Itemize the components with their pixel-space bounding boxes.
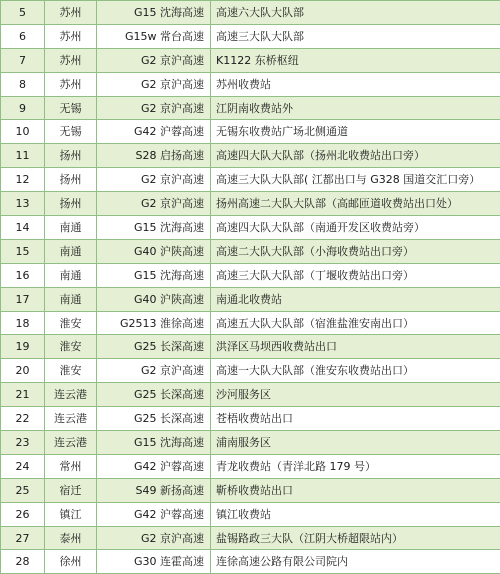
location-cell: 高速一大队大队部（淮安东收费站出口） — [211, 359, 500, 383]
location-cell: 无锡东收费站广场北侧通道 — [211, 120, 500, 144]
highway-cell: G40 沪陕高速 — [97, 239, 211, 263]
table-row — [1, 96, 500, 120]
table-row — [1, 407, 500, 431]
table-row — [1, 526, 500, 550]
location-cell: 高速二大队大队部（小海收费站出口旁） — [211, 239, 500, 263]
location-cell: 浦南服务区 — [211, 431, 500, 455]
city-cell: 淮安 — [45, 335, 97, 359]
row-number-cell: 19 — [1, 335, 45, 359]
table-row — [1, 431, 500, 455]
highway-cell: G15w 常台高速 — [97, 24, 211, 48]
location-cell: 扬州高速二大队大队部（高邮匝道收费站出口处） — [211, 192, 500, 216]
highway-cell: G42 沪蓉高速 — [97, 120, 211, 144]
city-cell: 连云港 — [45, 383, 97, 407]
row-number-cell: 21 — [1, 383, 45, 407]
row-number-cell: 13 — [1, 192, 45, 216]
highway-cell: G15 沈海高速 — [97, 216, 211, 240]
location-cell: 江阴南收费站外 — [211, 96, 500, 120]
table-row — [1, 478, 500, 502]
city-cell: 扬州 — [45, 168, 97, 192]
city-cell: 淮安 — [45, 311, 97, 335]
location-cell: 高速三大队大队部 — [211, 24, 500, 48]
table-row — [1, 263, 500, 287]
row-number-cell: 5 — [1, 1, 45, 25]
row-number-cell: 18 — [1, 311, 45, 335]
city-cell: 无锡 — [45, 96, 97, 120]
city-cell: 扬州 — [45, 144, 97, 168]
highway-cell: G25 长深高速 — [97, 407, 211, 431]
highway-cell: G2 京沪高速 — [97, 192, 211, 216]
highway-cell: G2 京沪高速 — [97, 359, 211, 383]
row-number-cell: 15 — [1, 239, 45, 263]
location-cell: 青龙收费站（青洋北路 179 号） — [211, 454, 500, 478]
highway-cell: G2 京沪高速 — [97, 48, 211, 72]
highway-cell: G30 连霍高速 — [97, 550, 211, 574]
highway-cell: G42 沪蓉高速 — [97, 502, 211, 526]
highway-cell: S28 启扬高速 — [97, 144, 211, 168]
location-cell: 高速三大队大队部( 江都出口与 G328 国道交汇口旁） — [211, 168, 500, 192]
city-cell: 苏州 — [45, 24, 97, 48]
city-cell: 南通 — [45, 287, 97, 311]
highway-cell: G25 长深高速 — [97, 383, 211, 407]
location-cell: 高速六大队大队部 — [211, 1, 500, 25]
table-row — [1, 335, 500, 359]
row-number-cell: 10 — [1, 120, 45, 144]
table-row — [1, 359, 500, 383]
row-number-cell: 22 — [1, 407, 45, 431]
location-cell: 沙河服务区 — [211, 383, 500, 407]
table-row — [1, 550, 500, 574]
table-row — [1, 1, 500, 25]
table-row — [1, 48, 500, 72]
table-row — [1, 239, 500, 263]
row-number-cell: 27 — [1, 526, 45, 550]
highway-cell: G15 沈海高速 — [97, 1, 211, 25]
table-body — [1, 1, 500, 574]
table-row — [1, 502, 500, 526]
row-number-cell: 28 — [1, 550, 45, 574]
table-row — [1, 120, 500, 144]
city-cell: 宿迁 — [45, 478, 97, 502]
location-cell: 高速五大队大队部（宿淮盐淮安南出口） — [211, 311, 500, 335]
location-cell: 苏州收费站 — [211, 72, 500, 96]
table-row — [1, 192, 500, 216]
table-row — [1, 287, 500, 311]
table-row — [1, 311, 500, 335]
location-cell: 南通北收费站 — [211, 287, 500, 311]
table-row — [1, 454, 500, 478]
city-cell: 扬州 — [45, 192, 97, 216]
row-number-cell: 17 — [1, 287, 45, 311]
city-cell: 无锡 — [45, 120, 97, 144]
city-cell: 南通 — [45, 263, 97, 287]
city-cell: 常州 — [45, 454, 97, 478]
table-row — [1, 383, 500, 407]
highway-cell: G15 沈海高速 — [97, 263, 211, 287]
row-number-cell: 24 — [1, 454, 45, 478]
city-cell: 连云港 — [45, 407, 97, 431]
city-cell: 苏州 — [45, 1, 97, 25]
row-number-cell: 12 — [1, 168, 45, 192]
row-number-cell: 16 — [1, 263, 45, 287]
highway-cell: S49 新扬高速 — [97, 478, 211, 502]
highway-cell: G42 沪蓉高速 — [97, 454, 211, 478]
location-cell: 连徐高速公路有限公司院内 — [211, 550, 500, 574]
city-cell: 徐州 — [45, 550, 97, 574]
highway-cell: G15 沈海高速 — [97, 431, 211, 455]
row-number-cell: 9 — [1, 96, 45, 120]
city-cell: 苏州 — [45, 72, 97, 96]
highway-cell: G2513 淮徐高速 — [97, 311, 211, 335]
city-cell: 泰州 — [45, 526, 97, 550]
location-cell: 高速三大队大队部（丁堰收费站出口旁） — [211, 263, 500, 287]
location-cell: 洪泽区马坝西收费站出口 — [211, 335, 500, 359]
table-row — [1, 216, 500, 240]
row-number-cell: 23 — [1, 431, 45, 455]
highway-cell: G2 京沪高速 — [97, 72, 211, 96]
row-number-cell: 26 — [1, 502, 45, 526]
city-cell: 南通 — [45, 216, 97, 240]
highway-cell: G2 京沪高速 — [97, 96, 211, 120]
table-row — [1, 72, 500, 96]
city-cell: 南通 — [45, 239, 97, 263]
row-number-cell: 14 — [1, 216, 45, 240]
row-number-cell: 11 — [1, 144, 45, 168]
table-row — [1, 144, 500, 168]
row-number-cell: 7 — [1, 48, 45, 72]
city-cell: 镇江 — [45, 502, 97, 526]
location-cell: 高速四大队大队部（扬州北收费站出口旁） — [211, 144, 500, 168]
location-cell: 盐锡路政三大队（江阴大桥超限站内） — [211, 526, 500, 550]
location-cell: 镇江收费站 — [211, 502, 500, 526]
highway-cell: G2 京沪高速 — [97, 168, 211, 192]
city-cell: 苏州 — [45, 48, 97, 72]
city-cell: 淮安 — [45, 359, 97, 383]
city-cell: 连云港 — [45, 431, 97, 455]
location-cell: 苍梧收费站出口 — [211, 407, 500, 431]
row-number-cell: 8 — [1, 72, 45, 96]
table-row — [1, 24, 500, 48]
location-cell: K1122 东桥枢纽 — [211, 48, 500, 72]
row-number-cell: 25 — [1, 478, 45, 502]
location-cell: 靳桥收费站出口 — [211, 478, 500, 502]
table-row — [1, 168, 500, 192]
location-cell: 高速四大队大队部（南通开发区收费站旁） — [211, 216, 500, 240]
highway-cell: G2 京沪高速 — [97, 526, 211, 550]
row-number-cell: 6 — [1, 24, 45, 48]
highway-cell: G25 长深高速 — [97, 335, 211, 359]
highway-cell: G40 沪陕高速 — [97, 287, 211, 311]
row-number-cell: 20 — [1, 359, 45, 383]
